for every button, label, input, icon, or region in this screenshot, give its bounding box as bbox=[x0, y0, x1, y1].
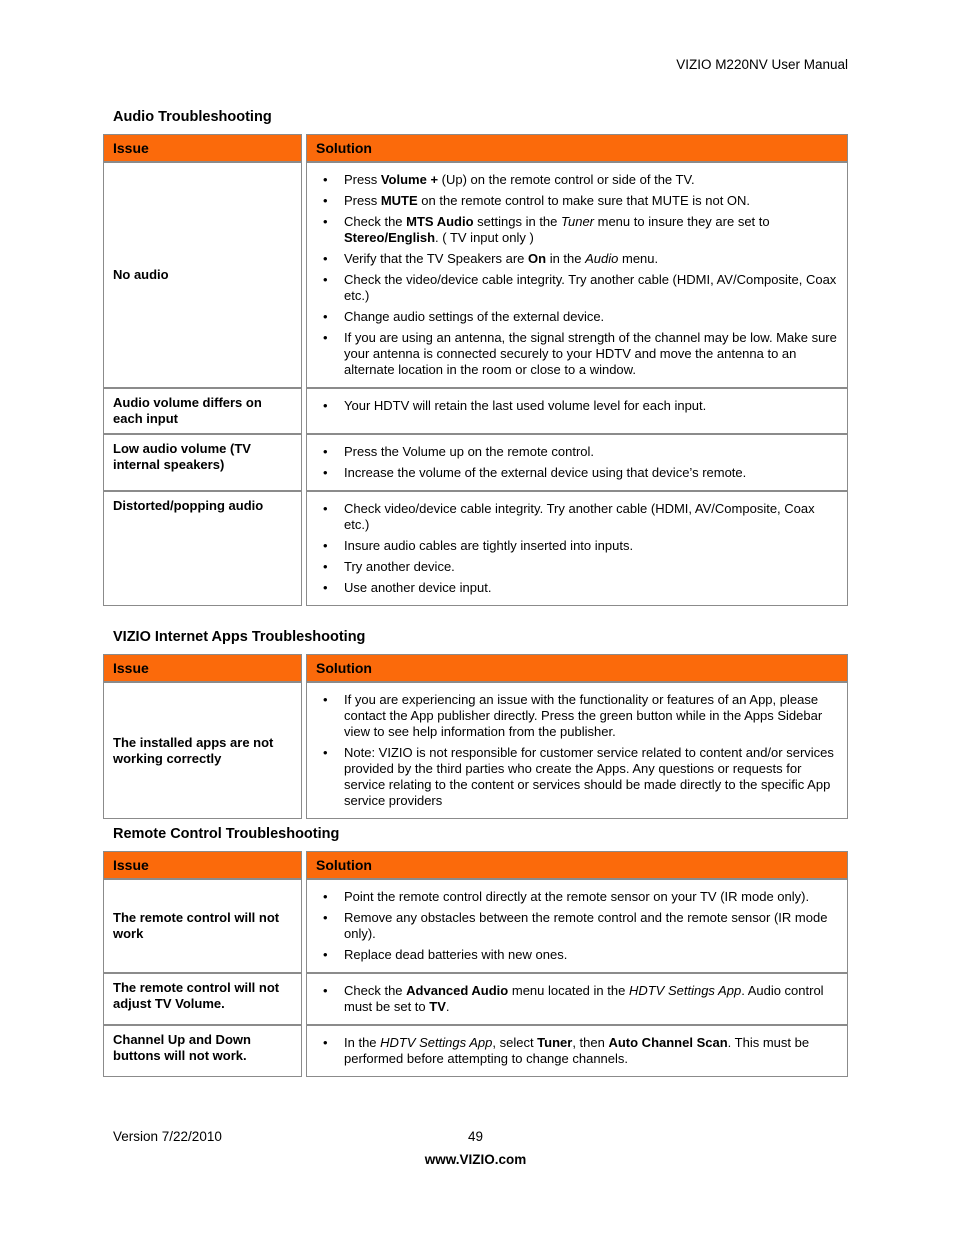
issue-label: The remote control will not work bbox=[113, 910, 280, 941]
text-segment: In the bbox=[344, 1035, 381, 1050]
text-segment: Verify that the TV Speakers are bbox=[344, 251, 529, 266]
text-segment: Note: VIZIO is not responsible for customer service related to content and/or services provided by the third parties who create the Apps. Any questions or requests for service relating to the content or services should be made directly to the specific App service providers bbox=[344, 745, 834, 808]
solution-cell bbox=[306, 879, 848, 973]
issue-label: The remote control will not adjust TV Volume. bbox=[113, 980, 280, 1011]
solution-list bbox=[307, 444, 837, 481]
solution-cell bbox=[306, 434, 848, 491]
solution-item bbox=[307, 272, 837, 304]
solution-cell bbox=[306, 1025, 848, 1077]
text-segment: settings in the bbox=[473, 214, 562, 229]
text-segment: Remove any obstacles between the remote control and the remote sensor (IR mode only). bbox=[344, 910, 828, 941]
text-segment: Tuner bbox=[537, 1035, 573, 1050]
text-segment: on the remote control to make sure that MUTE is not ON. bbox=[417, 193, 751, 208]
issue-cell bbox=[103, 434, 302, 491]
solution-item bbox=[307, 538, 837, 554]
solution-item bbox=[307, 501, 837, 533]
text-segment: Volume + bbox=[380, 172, 439, 187]
text-segment: Press bbox=[344, 172, 381, 187]
section-title: Audio Troubleshooting bbox=[113, 109, 272, 125]
issue-label: Low audio volume (TV internal speakers) bbox=[113, 441, 251, 472]
text-segment: Increase the volume of the external device using that device’s remote. bbox=[344, 465, 747, 480]
solution-list bbox=[307, 501, 837, 596]
text-segment: Advanced Audio bbox=[406, 983, 509, 998]
bullet-glyph: • bbox=[323, 172, 328, 187]
text-segment: MTS Audio bbox=[406, 214, 474, 229]
issue-cell bbox=[103, 1025, 302, 1077]
bullet-glyph: • bbox=[323, 889, 328, 904]
text-segment: Check the bbox=[344, 983, 407, 998]
section-title: VIZIO Internet Apps Troubleshooting bbox=[113, 629, 366, 645]
bullet-glyph: • bbox=[323, 465, 328, 480]
troubleshooting-table bbox=[103, 654, 848, 819]
bullet-glyph: • bbox=[323, 538, 328, 553]
bullet-glyph: • bbox=[323, 559, 328, 574]
text-segment: If you are experiencing an issue with the functionality or features of an App, please contact the App publisher directly. Press the green button while in the Apps Sidebar view to see help information from the publisher. bbox=[344, 692, 823, 739]
text-segment: Stereo/English bbox=[344, 230, 436, 245]
text-segment: Your HDTV will retain the last used volume level for each input. bbox=[344, 398, 707, 413]
section-2 bbox=[103, 826, 848, 1077]
bullet-glyph: • bbox=[323, 309, 328, 324]
solution-list bbox=[307, 889, 837, 963]
solution-item bbox=[307, 983, 837, 1015]
text-segment: Point the remote control directly at the remote sensor on your TV (IR mode only). bbox=[344, 889, 810, 904]
text-segment: (Up) on the remote control or side of the TV. bbox=[438, 172, 695, 187]
footer-page-number: 49 bbox=[467, 1129, 484, 1144]
column-header-issue: Issue bbox=[103, 654, 302, 682]
solution-list bbox=[307, 398, 837, 414]
text-segment: Check the bbox=[344, 214, 407, 229]
text-segment: . bbox=[445, 999, 450, 1014]
text-segment: menu to insure they are set to bbox=[594, 214, 770, 229]
issue-label: Channel Up and Down buttons will not work. bbox=[113, 1032, 251, 1063]
text-segment: Check video/device cable integrity. Try another cable (HDMI, AV/Composite, Coax etc.) bbox=[344, 501, 815, 532]
text-segment: , then bbox=[572, 1035, 609, 1050]
text-segment: . ( TV input only ) bbox=[435, 230, 534, 245]
solution-item bbox=[307, 172, 837, 188]
solution-item bbox=[307, 444, 837, 460]
bullet-glyph: • bbox=[323, 745, 328, 760]
section-1 bbox=[103, 629, 848, 819]
bullet-glyph: • bbox=[323, 214, 328, 229]
text-segment: Tuner bbox=[561, 214, 595, 229]
solution-item bbox=[307, 889, 837, 905]
solution-cell bbox=[306, 162, 848, 388]
solution-item bbox=[307, 214, 837, 246]
issue-cell bbox=[103, 162, 302, 388]
text-segment: . This must be performed before attempting to change channels. bbox=[344, 1035, 810, 1066]
solution-item bbox=[307, 692, 837, 740]
issue-label: No audio bbox=[113, 267, 169, 282]
text-segment: Press the Volume up on the remote control. bbox=[344, 444, 595, 459]
page-content bbox=[103, 56, 848, 1077]
solution-item bbox=[307, 465, 837, 481]
bullet-glyph: • bbox=[323, 251, 328, 266]
issue-label: The installed apps are not working correctly bbox=[113, 734, 274, 766]
column-header-solution: Solution bbox=[306, 134, 848, 162]
page-header-title: VIZIO M220NV User Manual bbox=[676, 57, 848, 72]
solution-item bbox=[307, 251, 837, 267]
bullet-glyph: • bbox=[323, 580, 328, 595]
solution-cell bbox=[306, 682, 848, 819]
solution-item bbox=[307, 398, 837, 414]
bullet-glyph: • bbox=[323, 272, 328, 287]
solution-item bbox=[307, 910, 837, 942]
solution-list bbox=[307, 1035, 837, 1067]
solution-item bbox=[307, 330, 837, 378]
bullet-glyph: • bbox=[323, 910, 328, 925]
issue-cell bbox=[103, 879, 302, 973]
footer-version: Version 7/22/2010 bbox=[113, 1129, 222, 1144]
text-segment: in the bbox=[546, 251, 586, 266]
bullet-glyph: • bbox=[323, 444, 328, 459]
column-header-solution: Solution bbox=[306, 851, 848, 879]
issue-label: Distorted/popping audio bbox=[113, 498, 264, 513]
text-segment: Insure audio cables are tightly inserted into inputs. bbox=[344, 538, 634, 553]
text-segment: Audio bbox=[585, 251, 619, 266]
solution-cell bbox=[306, 491, 848, 606]
text-segment: Use another device input. bbox=[344, 580, 492, 595]
section-0 bbox=[103, 109, 848, 606]
text-segment: , select bbox=[492, 1035, 538, 1050]
text-segment: Check the video/device cable integrity. Try another cable (HDMI, AV/Composite, Coax etc.) bbox=[344, 272, 837, 303]
text-segment: TV bbox=[429, 999, 446, 1014]
solution-item bbox=[307, 309, 837, 325]
text-segment: Replace dead batteries with new ones. bbox=[344, 947, 568, 962]
section-title: Remote Control Troubleshooting bbox=[113, 826, 340, 842]
text-segment: If you are using an antenna, the signal strength of the channel may be low. Make sure your antenna is connected securely to your HDTV and move the antenna to an alternate location in the room or close to a window. bbox=[344, 330, 837, 377]
text-segment: Change audio settings of the external device. bbox=[344, 309, 605, 324]
issue-label: Audio volume differs on each input bbox=[113, 395, 262, 426]
solution-item bbox=[307, 947, 837, 963]
bullet-glyph: • bbox=[323, 1035, 328, 1050]
bullet-glyph: • bbox=[323, 947, 328, 962]
text-segment: menu located in the bbox=[508, 983, 629, 998]
text-segment: Press bbox=[344, 193, 381, 208]
column-header-issue: Issue bbox=[103, 851, 302, 879]
troubleshooting-table bbox=[103, 134, 848, 606]
bullet-glyph: • bbox=[323, 398, 328, 413]
footer-line bbox=[103, 1128, 848, 1145]
solution-item bbox=[307, 559, 837, 575]
column-header-issue: Issue bbox=[103, 134, 302, 162]
text-segment: HDTV Settings App bbox=[628, 983, 742, 998]
bullet-glyph: • bbox=[323, 501, 328, 516]
page-footer bbox=[103, 1128, 848, 1168]
bullet-glyph: • bbox=[323, 983, 328, 998]
bullet-glyph: • bbox=[323, 193, 328, 208]
solution-item bbox=[307, 1035, 837, 1067]
text-segment: HDTV Settings App bbox=[380, 1035, 493, 1050]
issue-cell bbox=[103, 682, 302, 819]
text-segment: MUTE bbox=[380, 193, 418, 208]
text-segment: Try another device. bbox=[344, 559, 455, 574]
sections-container bbox=[103, 109, 848, 1077]
text-segment: . Audio control must be set to bbox=[344, 983, 824, 1014]
bullet-glyph: • bbox=[323, 330, 328, 345]
issue-cell bbox=[103, 388, 302, 434]
issue-cell bbox=[103, 973, 302, 1025]
solution-cell bbox=[306, 973, 848, 1025]
issue-cell bbox=[103, 491, 302, 606]
solution-item bbox=[307, 745, 837, 809]
text-segment: Auto Channel Scan bbox=[608, 1035, 728, 1050]
solution-item bbox=[307, 193, 837, 209]
column-header-solution: Solution bbox=[306, 654, 848, 682]
troubleshooting-table bbox=[103, 851, 848, 1077]
solution-cell bbox=[306, 388, 848, 434]
text-segment: On bbox=[528, 251, 547, 266]
solution-list bbox=[307, 983, 837, 1015]
solution-item bbox=[307, 580, 837, 596]
footer-website: www.VIZIO.com bbox=[424, 1152, 527, 1167]
bullet-glyph: • bbox=[323, 692, 328, 707]
solution-list bbox=[307, 172, 837, 378]
solution-list bbox=[307, 692, 837, 809]
text-segment: menu. bbox=[618, 251, 659, 266]
